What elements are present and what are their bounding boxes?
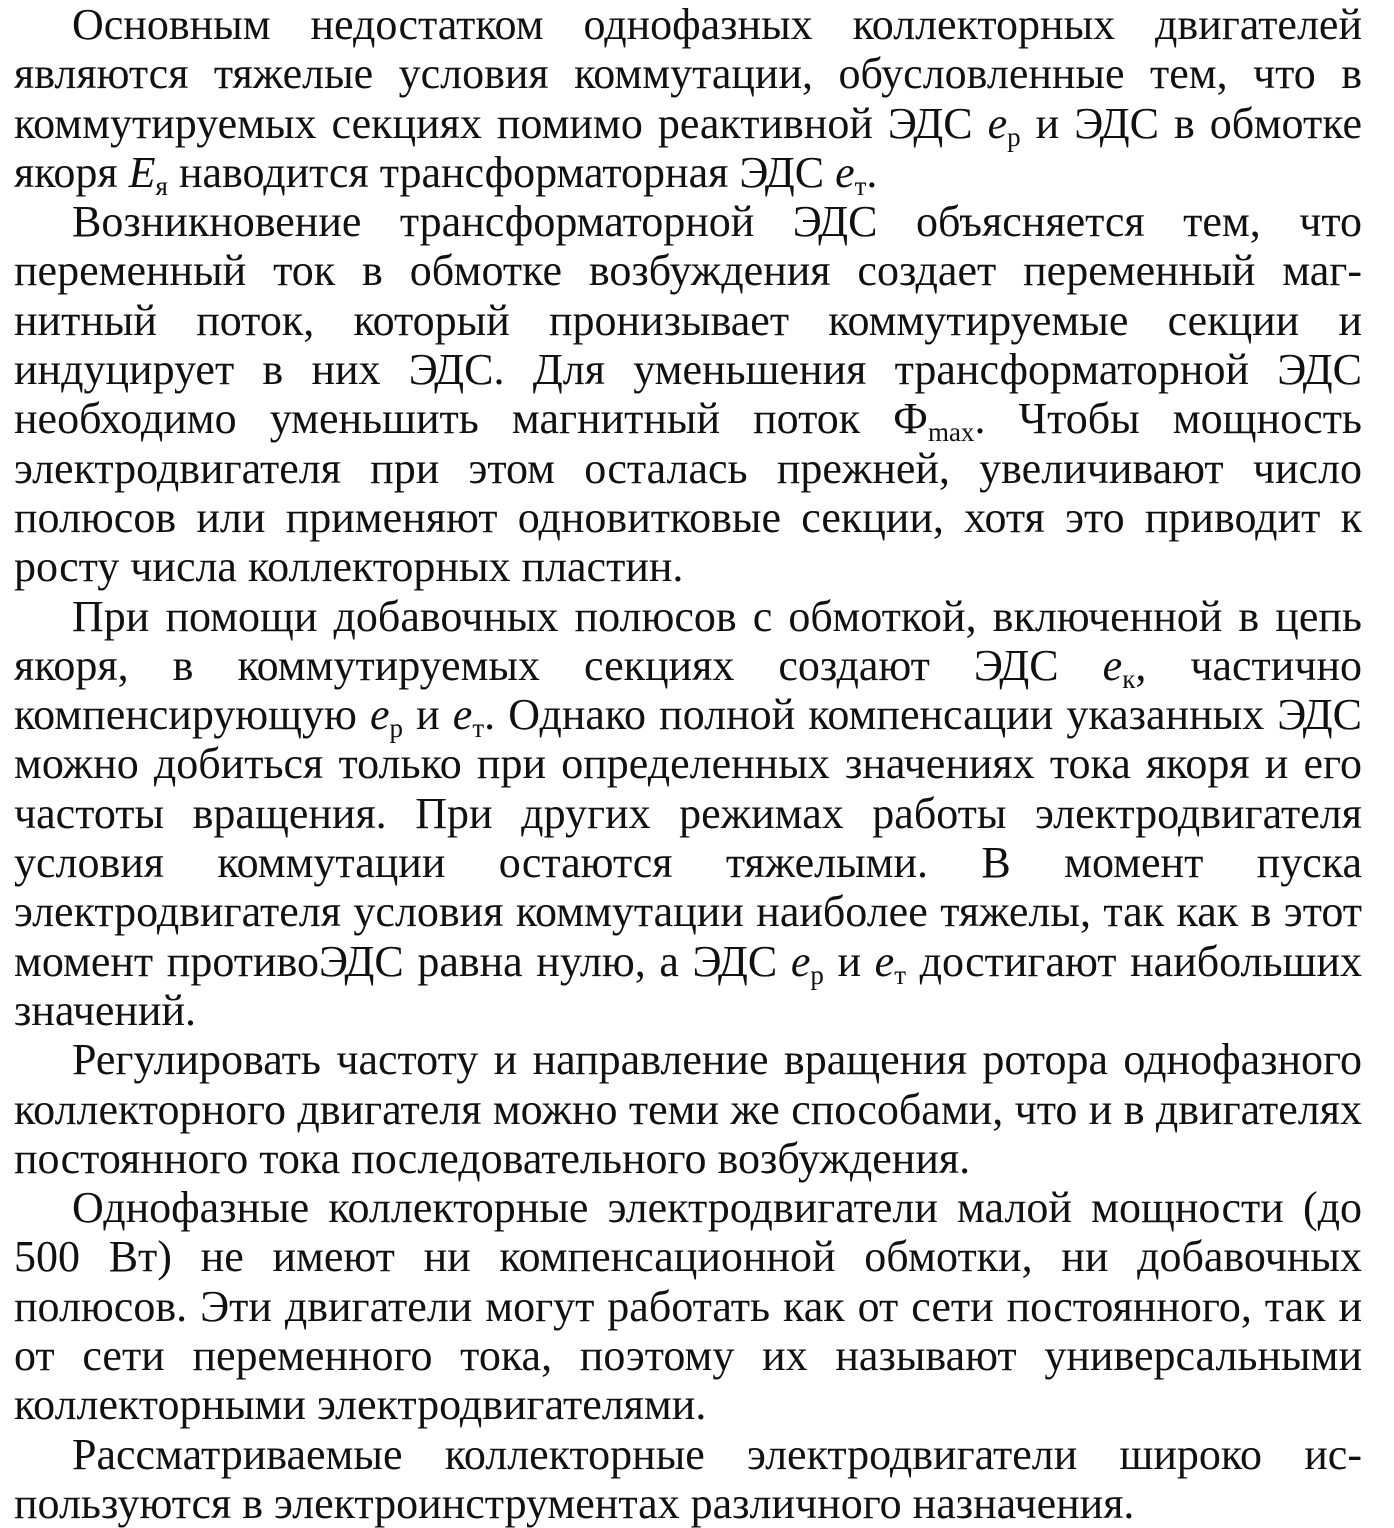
paragraph-1 [14,0,1363,201]
symbol-subscript: р [1007,121,1021,152]
text-run: . [866,147,878,197]
text-run: наводится трансформаторная ЭДС [167,147,836,197]
text-run: достигают наибольших значений. [14,936,1362,1035]
text-run: Регулировать частоту и направление вращения ротора однофазного коллекторного двигателя можно теми же способами, что и в двигателях постоянного тока последовательного возбуждения. [14,1035,1362,1183]
paragraph-2 [14,197,1362,591]
emf-symbol [835,147,867,201]
emf-symbol [1102,640,1136,694]
text-run: , частично компенсирующую [14,640,1362,740]
paragraph-5 [14,1183,1362,1429]
symbol-subscript: т [472,713,485,744]
emf-symbol [452,690,485,744]
emf-symbol [128,147,168,201]
text-run: . Однако полной компенсации указанных ЭДС можно добиться только при определенных значениях тока якоря и его частоты вращения. При других режимах работы электродвигателя условия коммутации остаются тяжелыми. В момент пуска электродвигателя условия коммутации наиболее тяжелы, так как в этот момент противоЭДС равна нулю, а ЭДС [14,690,1363,986]
text-run: и [403,690,453,740]
emf-symbol [874,936,906,990]
text-run: Рассматриваемые коллекторные электродвигатели широко используются в электроинструментах различного назначения. [14,1429,1362,1528]
symbol-subscript: я [155,170,168,201]
symbol-subscript: т [854,170,867,201]
symbol-subscript: max [927,417,975,448]
text-run: Однофазные коллекторные электродвигатели малой мощности (до 500 Вт) не имеют ни компенсационной обмотки, ни добавочных полюсов. Эти двигатели могут работать как от сети постоянного, так и от сети переменного тока, поэтому их называют универсальными коллекторными электродвигателями. [14,1183,1362,1430]
symbol-subscript: т [894,959,906,990]
text-run: и ЭДС в обмотке якоря [14,98,1363,197]
text-run: и [823,936,875,986]
text-run: Возникновение трансформаторной ЭДС объясняется тем, что переменный ток в обмотке возбуждения создает переменный магнитный поток, который пронизывает коммутируемые секции и индуцирует в них ЭДС. Для уменьшения трансформаторной ЭДС необходимо уменьшить магнитный поток Ф [14,197,1362,444]
symbol-letter: e [987,98,1008,148]
symbol-letter: e [1102,640,1123,690]
symbol-letter: e [790,936,811,986]
paragraph-3 [14,592,1362,1036]
text-run: При помощи добавочных полюсов с обмоткой, включенной в цепь якоря, в коммутируемых секциях создают ЭДС [14,591,1362,690]
symbol-letter: e [452,690,473,740]
symbol-letter: E [128,147,156,197]
document-page [14,0,1362,1528]
symbol-subscript: р [810,959,824,990]
paragraph-4 [14,1035,1362,1183]
text-run: Основным недостатком однофазных коллекторных двигателей являются тяжелые условия коммутации, обусловленные тем, что в коммутируемых секциях помимо реактивной ЭДС [14,0,1362,148]
symbol-letter: e [835,147,855,197]
symbol-subscript: р [389,713,404,744]
emf-symbol [987,98,1021,152]
symbol-letter: e [874,936,895,986]
emf-symbol [790,936,824,990]
symbol-subscript: к [1122,663,1136,694]
emf-symbol [370,690,404,744]
symbol-letter: e [370,690,390,740]
text-run: . Чтобы мощность электродвигателя при этом осталась прежней, увеличивают число полюсов или применяют одновитковые секции, хотя это приводит к росту числа коллекторных пластин. [14,394,1362,592]
